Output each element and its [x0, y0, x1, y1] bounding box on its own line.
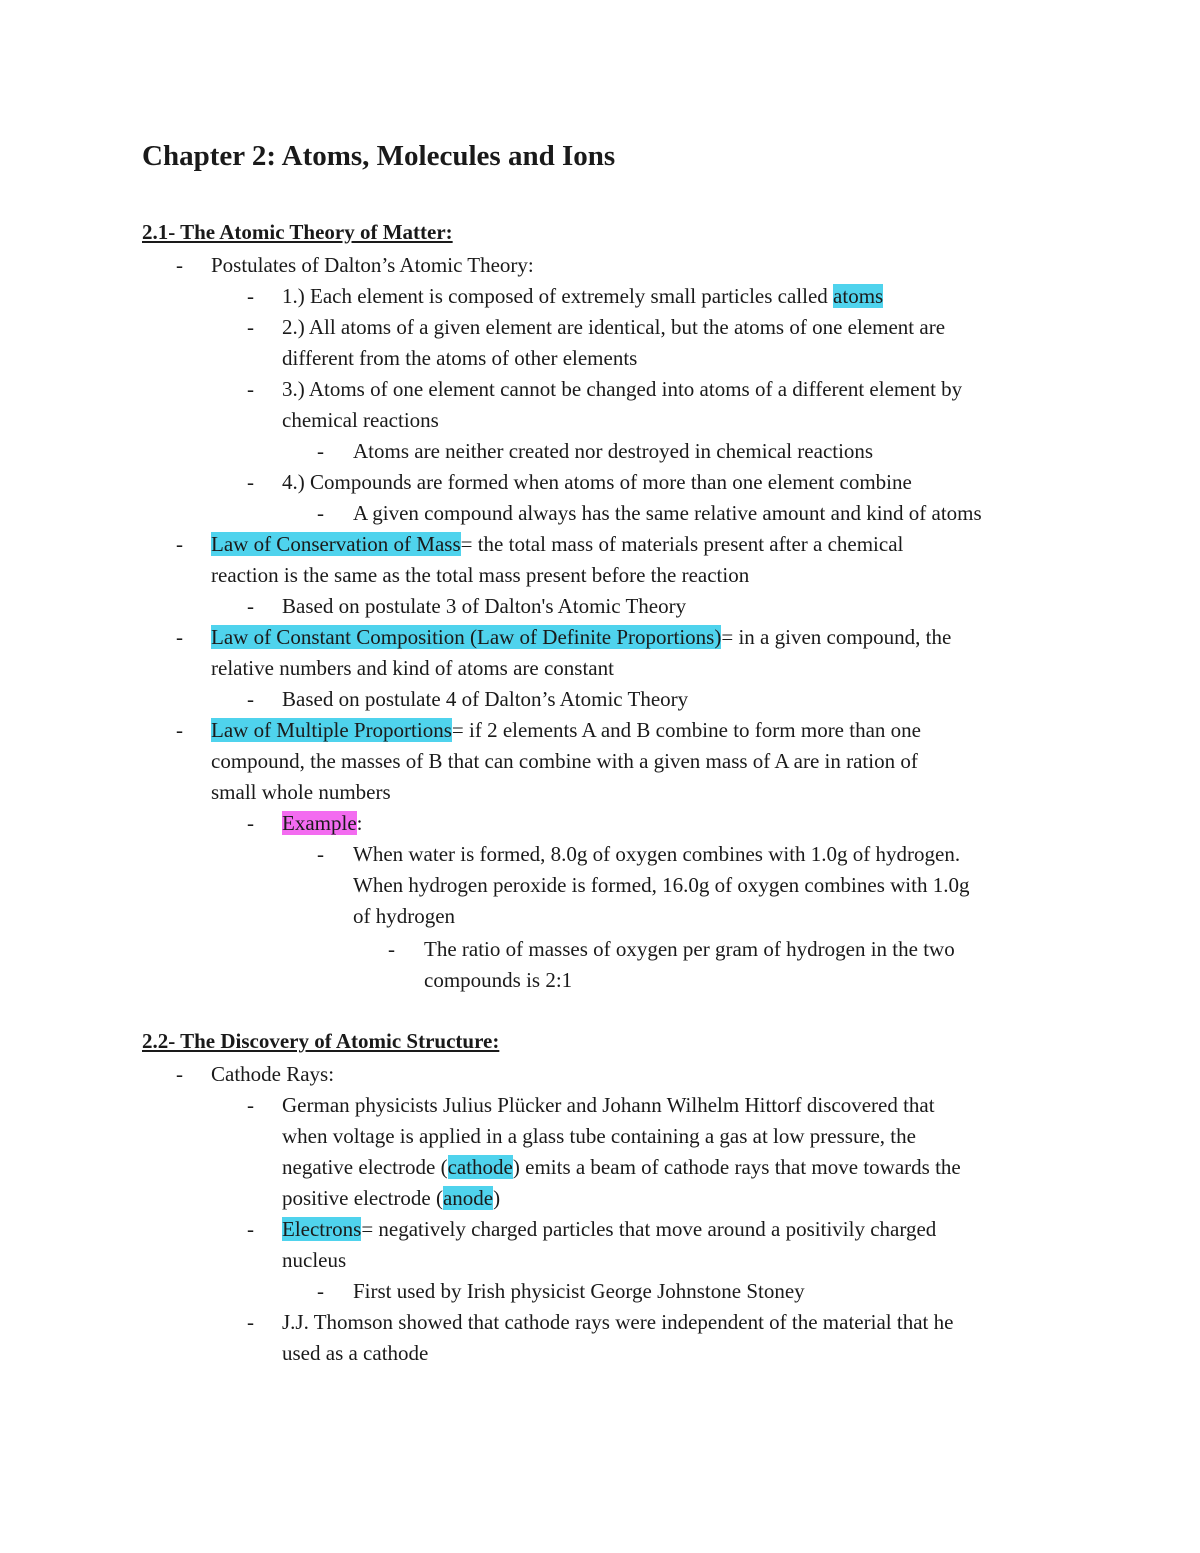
german-physicists-continued-1: when voltage is applied in a glass tube containing a gas at low pressure, the: [282, 1124, 916, 1148]
list-item-law-constant: [211, 622, 951, 653]
cathode-text-after: ) emits a beam of cathode rays that move towards the: [512, 1155, 961, 1179]
bullet-dash: -: [247, 470, 254, 494]
bullet-dash: -: [247, 1093, 254, 1117]
ratio-continued: compounds is 2:1: [424, 968, 573, 992]
bullet-dash: -: [247, 377, 254, 401]
bullet-dash: -: [247, 1217, 254, 1241]
list-item-postulate-1: [282, 281, 883, 312]
bullet-dash: -: [176, 532, 183, 556]
list-item-law-conservation: [211, 529, 903, 560]
bullet-dash: -: [317, 439, 324, 463]
page-title: Chapter 2: Atoms, Molecules and Ions: [142, 140, 616, 172]
bullet-dash: -: [317, 842, 324, 866]
bullet-dash: -: [176, 1062, 183, 1086]
postulate-2-continued: different from the atoms of other elements: [282, 346, 638, 370]
anode-text-after: ): [493, 1186, 501, 1210]
law-conservation-definition: = the total mass of materials present after a chemical: [460, 532, 904, 556]
section-heading-2-2: 2.2- The Discovery of Atomic Structure:: [142, 1029, 500, 1053]
bullet-dash: -: [247, 284, 254, 308]
example-colon: :: [356, 811, 363, 835]
highlight-example: Example: [282, 811, 357, 835]
bullet-dash: -: [247, 1310, 254, 1334]
list-item-electrons: [282, 1214, 936, 1245]
list-item-postulate-2: 2.) All atoms of a given element are identical, but the atoms of one element are: [282, 315, 946, 339]
list-item-postulate-4: 4.) Compounds are formed when atoms of more than one element combine: [282, 470, 912, 494]
highlight-cathode: cathode: [447, 1155, 513, 1179]
highlight-law-conservation: Law of Conservation of Mass: [211, 532, 461, 556]
highlight-law-constant: Law of Constant Composition (Law of Definite Proportions): [211, 625, 722, 649]
bullet-dash: -: [247, 687, 254, 711]
list-item-example-text: When water is formed, 8.0g of oxygen combines with 1.0g of hydrogen.: [353, 842, 961, 866]
bullet-dash: -: [317, 1279, 324, 1303]
bullet-dash: -: [176, 718, 183, 742]
law-constant-definition: = in a given compound, the: [721, 625, 952, 649]
bullet-dash: -: [247, 315, 254, 339]
list-item-postulates: Postulates of Dalton’s Atomic Theory:: [211, 253, 534, 277]
law-conservation-continued: reaction is the same as the total mass present before the reaction: [211, 563, 750, 587]
law-multiple-continued-2: small whole numbers: [211, 780, 391, 804]
anode-text-before: positive electrode (: [282, 1186, 443, 1210]
highlight-anode: anode: [442, 1186, 494, 1210]
german-physicists-continued-2: [282, 1152, 961, 1183]
list-item-cathode-rays: Cathode Rays:: [211, 1062, 335, 1086]
section-heading-2-1: 2.1- The Atomic Theory of Matter:: [142, 220, 453, 244]
example-text-continued-2: of hydrogen: [353, 904, 456, 928]
bullet-dash: -: [247, 811, 254, 835]
bullet-dash: -: [176, 253, 183, 277]
highlight-electrons: Electrons: [282, 1217, 362, 1241]
law-multiple-definition: = if 2 elements A and B combine to form more than one: [451, 718, 921, 742]
electrons-definition: = negatively charged particles that move around a positivily charged: [361, 1217, 937, 1241]
list-item-example: [282, 808, 362, 839]
list-item-postulate-3-sub: Atoms are neither created nor destroyed in chemical reactions: [353, 439, 874, 463]
list-item-thomson: J.J. Thomson showed that cathode rays were independent of the material that he: [282, 1310, 954, 1334]
highlight-atoms: atoms: [833, 284, 884, 308]
german-physicists-continued-3: [282, 1183, 500, 1214]
thomson-continued: used as a cathode: [282, 1341, 429, 1365]
example-text-continued-1: When hydrogen peroxide is formed, 16.0g of oxygen combines with 1.0g: [353, 873, 970, 897]
bullet-dash: -: [247, 594, 254, 618]
bullet-dash: -: [317, 501, 324, 525]
list-item-postulate-4-sub: A given compound always has the same relative amount and kind of atoms: [353, 501, 982, 525]
law-multiple-continued-1: compound, the masses of B that can combine with a given mass of A are in ration of: [211, 749, 918, 773]
bullet-dash: -: [176, 625, 183, 649]
list-item-german-physicists: German physicists Julius Plücker and Johann Wilhelm Hittorf discovered that: [282, 1093, 935, 1117]
cathode-text-before: negative electrode (: [282, 1155, 448, 1179]
list-item-ratio: The ratio of masses of oxygen per gram of hydrogen in the two: [424, 937, 955, 961]
postulate-3-continued: chemical reactions: [282, 408, 439, 432]
electrons-continued: nucleus: [282, 1248, 347, 1272]
list-item-law-conservation-sub: Based on postulate 3 of Dalton's Atomic Theory: [282, 594, 687, 618]
postulate-1-text: 1.) Each element is composed of extremely small particles called: [282, 284, 834, 308]
bullet-dash: -: [388, 937, 395, 961]
list-item-law-constant-sub: Based on postulate 4 of Dalton’s Atomic Theory: [282, 687, 689, 711]
law-constant-continued: relative numbers and kind of atoms are constant: [211, 656, 614, 680]
list-item-law-multiple: [211, 715, 921, 746]
highlight-law-multiple: Law of Multiple Proportions: [211, 718, 452, 742]
list-item-postulate-3: 3.) Atoms of one element cannot be changed into atoms of a different element by: [282, 377, 963, 401]
list-item-electrons-sub: First used by Irish physicist George Johnstone Stoney: [353, 1279, 805, 1303]
